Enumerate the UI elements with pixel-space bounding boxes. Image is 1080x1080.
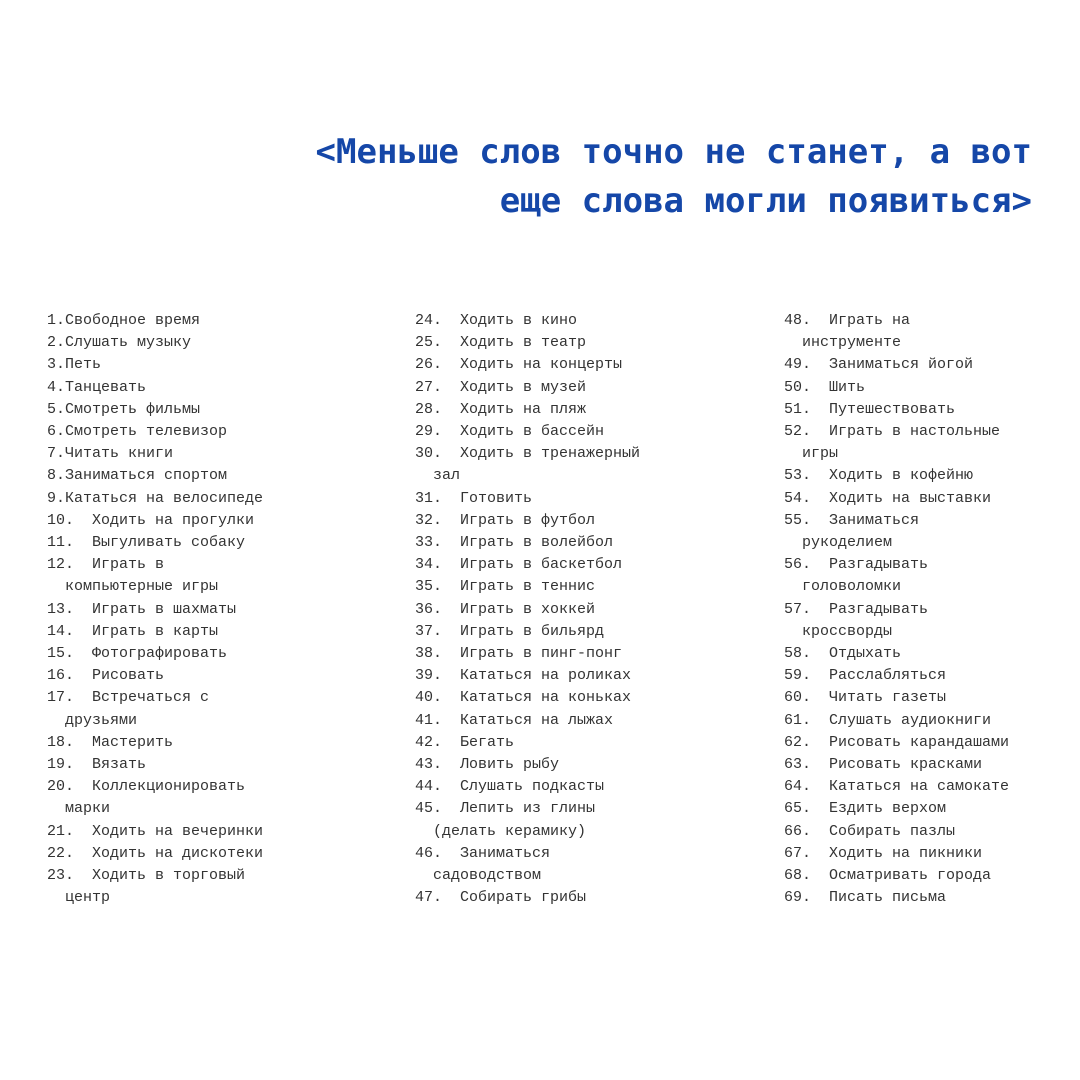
list-item: 43. Ловить рыбу xyxy=(415,756,560,774)
list-item: 3.Петь xyxy=(47,356,102,374)
list-item: 4.Танцевать xyxy=(47,378,147,396)
list-item: 58. Отдыхать xyxy=(784,645,902,663)
list-item: 44. Слушать подкасты xyxy=(415,778,605,796)
list-item: компьютерные игры xyxy=(47,578,219,596)
list-item: 46. Заниматься xyxy=(415,844,551,862)
list-item: 51. Путешествовать xyxy=(784,400,956,418)
list-item: 60. Читать газеты xyxy=(784,689,947,707)
list-item: 49. Заниматься йогой xyxy=(784,356,974,374)
list-item: 56. Разгадывать xyxy=(784,556,929,574)
list-item: 10. Ходить на прогулки xyxy=(47,511,255,529)
list-item: 57. Разгадывать xyxy=(784,600,929,618)
list-item: 27. Ходить в музей xyxy=(415,378,587,396)
list-item: 67. Ходить на пикники xyxy=(784,844,983,862)
list-item: 55. Заниматься xyxy=(784,511,920,529)
list-item: рукоделием xyxy=(784,534,893,552)
list-item: центр xyxy=(47,889,111,907)
list-item: 18. Мастерить xyxy=(47,733,174,751)
list-item: 36. Играть в хоккей xyxy=(415,600,596,618)
list-item: 24. Ходить в кино xyxy=(415,312,578,329)
list-item: 16. Рисовать xyxy=(47,667,165,685)
list-item: 47. Собирать грибы xyxy=(415,889,587,907)
list-item: 17. Встречаться с xyxy=(47,689,210,707)
list-item: 11. Выгуливать собаку xyxy=(47,534,246,552)
list-item: 32. Играть в футбол xyxy=(415,511,596,529)
list-item: 69. Писать письма xyxy=(784,889,947,907)
list-item: 35. Играть в теннис xyxy=(415,578,596,596)
list-item: 23. Ходить в торговый xyxy=(47,867,246,885)
list-item: 48. Играть на xyxy=(784,312,911,329)
list-item: марки xyxy=(47,800,111,818)
list-item: 5.Смотреть фильмы xyxy=(47,400,201,418)
list-item: 30. Ходить в тренажерный xyxy=(415,445,641,463)
list-item: (делать керамику) xyxy=(415,822,587,840)
list-item: 40. Кататься на коньках xyxy=(415,689,632,707)
list-item: 65. Ездить верхом xyxy=(784,800,947,818)
list-item: садоводством xyxy=(415,867,542,885)
list-item: 26. Ходить на концерты xyxy=(415,356,623,374)
list-item: 63. Рисовать красками xyxy=(784,756,983,774)
page-title xyxy=(132,128,1032,226)
list-item: 19. Вязать xyxy=(47,756,147,774)
activities-column-1 xyxy=(47,310,377,909)
list-item: 37. Играть в бильярд xyxy=(415,622,605,640)
list-item: 15. Фотографировать xyxy=(47,645,228,663)
list-item: 34. Играть в баскетбол xyxy=(415,556,623,574)
list-item: 13. Играть в шахматы xyxy=(47,600,237,618)
activities-column-3 xyxy=(784,310,1074,909)
list-item: 61. Слушать аудиокниги xyxy=(784,711,992,729)
list-item: 53. Ходить в кофейню xyxy=(784,467,974,485)
list-item: 38. Играть в пинг-понг xyxy=(415,645,623,663)
list-item: головоломки xyxy=(784,578,902,596)
list-item: 25. Ходить в театр xyxy=(415,334,587,352)
list-item: 39. Кататься на роликах xyxy=(415,667,632,685)
list-item: 31. Готовить xyxy=(415,489,533,507)
list-item: 2.Слушать музыку xyxy=(47,334,192,352)
activities-column-2 xyxy=(415,310,755,909)
list-item: 52. Играть в настольные xyxy=(784,423,1001,441)
list-item: 28. Ходить на пляж xyxy=(415,400,587,418)
list-item: 62. Рисовать карандашами xyxy=(784,733,1010,751)
title-line-1: <Меньше слов точно не станет, а вот xyxy=(315,132,1032,172)
list-item: 50. Шить xyxy=(784,378,866,396)
list-item: 20. Коллекционировать xyxy=(47,778,246,796)
list-item: 45. Лепить из глины xyxy=(415,800,596,818)
list-item: 41. Кататься на лыжах xyxy=(415,711,614,729)
list-item: 59. Расслабляться xyxy=(784,667,947,685)
list-item: 54. Ходить на выставки xyxy=(784,489,992,507)
list-item: 68. Осматривать города xyxy=(784,867,992,885)
list-item: 64. Кататься на самокате xyxy=(784,778,1010,796)
list-item: игры xyxy=(784,445,839,463)
list-item: друзьями xyxy=(47,711,138,729)
list-item: 14. Играть в карты xyxy=(47,622,219,640)
list-item: 22. Ходить на дискотеки xyxy=(47,844,264,862)
list-item: 33. Играть в волейбол xyxy=(415,534,614,552)
list-item: 6.Смотреть телевизор xyxy=(47,423,228,441)
list-item: 7.Читать книги xyxy=(47,445,174,463)
list-item: 1.Свободное время xyxy=(47,312,201,329)
list-item: кроссворды xyxy=(784,622,893,640)
list-item: зал xyxy=(415,467,461,485)
list-item: инструменте xyxy=(784,334,902,352)
list-item: 12. Играть в xyxy=(47,556,165,574)
list-item: 29. Ходить в бассейн xyxy=(415,423,605,441)
list-item: 66. Собирать пазлы xyxy=(784,822,956,840)
list-item: 42. Бегать xyxy=(415,733,515,751)
title-line-2: еще слова могли появиться> xyxy=(499,181,1032,221)
list-item: 9.Кататься на велосипеде xyxy=(47,489,264,507)
list-item: 8.Заниматься спортом xyxy=(47,467,228,485)
list-item: 21. Ходить на вечеринки xyxy=(47,822,264,840)
